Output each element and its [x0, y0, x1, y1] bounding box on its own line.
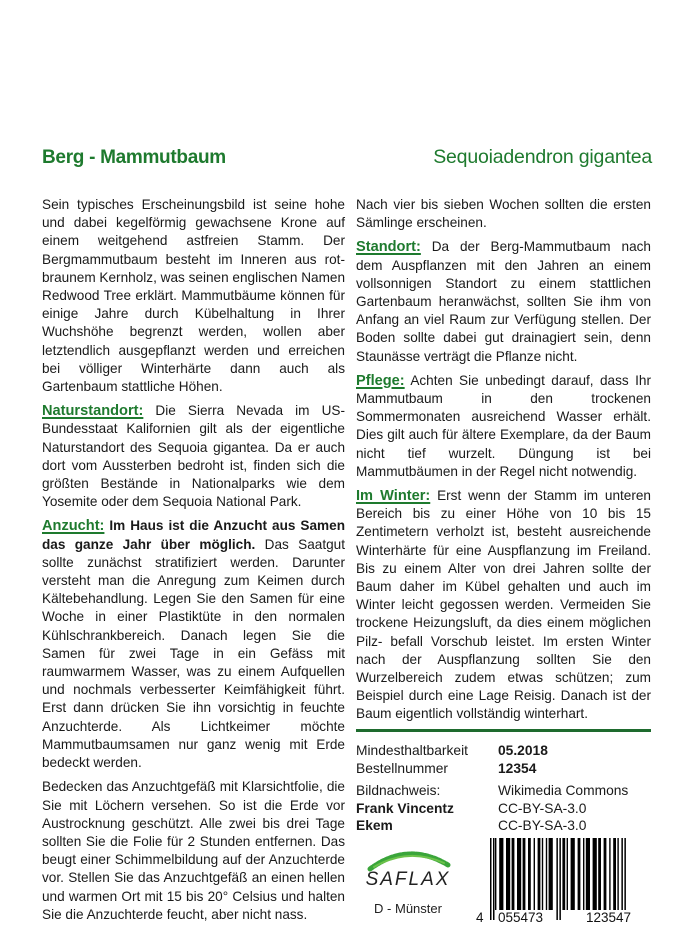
naturstandort-text: Die Sierra Nevada im US-Bundesstaat Kalifornien gilt als der eigentliche Naturstandort des Sequoia gigantea. Da er auch dort vom Aussterben bedroht ist, finden sich die größten Bestände in Nationalparks wie dem Yosemite oder dem Sequoia National Park. — [42, 403, 345, 510]
credit-row — [356, 800, 656, 818]
bedecken-paragraph: Bedecken das Anzuchtgefäß mit Klarsichtfolie, die Sie mit Löchern versehen. So ist die Erde vor Austrocknung geschützt. Alle zwei bis drei Tage sollten Sie die Folie für 2 Stunden entfernen. Das beugt einer Schimmelbildung auf der Anzuchterde vor. Stellen Sie das Anzuchtgefäß an einen hellen und warmen Ort mit 15 bis 20° Celsius und halten Sie die Anzuchterde feucht, aber nicht nass. — [42, 779, 345, 922]
winter-section — [356, 487, 651, 724]
best-before-row — [356, 742, 656, 760]
barcode-bar — [538, 838, 541, 910]
barcode-guard-bar — [556, 838, 558, 920]
barcode-bar — [567, 838, 568, 910]
keimung-paragraph: Nach vier bis sieben Wochen sollten die ersten Sämlinge erscheinen. — [356, 197, 651, 231]
credits-row — [356, 782, 656, 800]
barcode-bar — [499, 838, 503, 910]
order-number-value: 12354 — [498, 760, 537, 776]
barcode-guard-bar — [621, 838, 623, 920]
pflege-section — [356, 372, 651, 481]
winter-text: Erst wenn der Stamm im unteren Bereich bis zu einer Höhe von 10 bis 15 Zentimetern verholzt ist, besteht ausreichende Winterhärte für eine Auspflanzung im Freiland. Bis zu einem Alter von drei Jahren sollte der Baum daher im Kübel gehalten und auch im Winter leicht gegossen werden. Vermeiden Sie trockene Heizungsluft, da dies einem möglichen Pilz- befall Vorschub leistet. Im ersten Winter nach der Auspflanzung sollten Sie den Wurzelbereich zudem etwas schützen; zum Beispiel durch eine Lage Reisig. Danach ist der Baum eigentlich vollständig winterhart. — [356, 488, 651, 722]
barcode-guard-bar — [490, 838, 492, 920]
left-column — [42, 196, 345, 930]
barcode-guard-bar — [493, 838, 495, 920]
anzucht-section — [42, 517, 345, 772]
credit-license: CC-BY-SA-3.0 — [498, 818, 587, 833]
barcode-bar — [593, 838, 597, 910]
best-before-label: Mindesthaltbarkeit — [356, 743, 468, 758]
barcode-bar — [562, 838, 565, 910]
barcode-bar — [517, 838, 521, 910]
title-row — [42, 146, 652, 174]
barcode-bar — [598, 838, 601, 910]
barcode-left-digits: 055473 — [498, 910, 544, 925]
order-number-row — [356, 760, 656, 778]
barcode-bar — [586, 838, 590, 910]
pflege-heading: Pflege: — [356, 372, 405, 389]
barcode-guard-bar — [624, 838, 626, 920]
standort-heading: Standort: — [356, 239, 421, 256]
right-column — [356, 196, 651, 730]
barcode-bars — [476, 838, 658, 920]
standort-section — [356, 238, 651, 365]
anzucht-text: Das Saatgut sollte zunächst stratifiziert werden. Darunter versteht man die Anregung zum Keimen durch Kältebehandlung. Legen Sie den Samen für eine Woche in einer Plastiktüte in den normalen Kühlschrankbereich. Danach legen Sie die Samen für zwei Tage in ein Gefäss mit raumwarmem Wasser, was zu einem Aufquellen und nochmals verbesserter Keimfähigkeit führt. Erst dann drücken Sie ihn vorsichtig in feuchte Anzuchterde. Als Lichtkeimer möchte Mammutbaumsamen nur ganz wenig mit Erde bedeckt werden. — [42, 536, 345, 771]
winter-heading: Im Winter: — [356, 488, 431, 505]
credit-license: CC-BY-SA-3.0 — [498, 800, 587, 816]
logo-text: SAFLAX — [365, 869, 451, 890]
barcode-bar — [546, 838, 547, 910]
common-name-title: Berg - Mammutbaum — [42, 147, 226, 168]
section-divider — [356, 729, 651, 732]
barcode-right-digits: 123547 — [586, 910, 632, 925]
barcode-bar — [613, 838, 616, 910]
barcode-bar — [506, 838, 510, 910]
barcode-bar — [583, 838, 584, 910]
naturstandort-section — [42, 402, 345, 511]
barcode-bar — [542, 838, 543, 910]
anzucht-bold-text: Im Haus ist die Anzucht aus Samen das ganze Jahr über möglich. — [42, 518, 345, 552]
barcode-bar — [604, 838, 607, 910]
barcode-bar — [609, 838, 610, 910]
anzucht-heading: Anzucht: — [42, 518, 105, 535]
barcode-bar — [534, 838, 535, 910]
standort-text: Da der Berg-Mammutbaum nach dem Auspflanzen mit den Jahren an einem vollsonnigen Standort zu einem stattlichen Gartenbaum heranwächst, sollten Sie ihm von Anfang an viel Raum zur Verfügung stellen. Der Boden sollte dabei gut drainagiert sein, denn Staunässe verträgt die Pflanze nicht. — [356, 239, 651, 364]
barcode-bar — [495, 838, 496, 910]
brand-city: D - Münster — [374, 901, 442, 916]
barcode-bar — [617, 838, 618, 910]
credit-author: Ekem — [356, 818, 393, 833]
barcode-bar — [571, 838, 575, 910]
saflax-logo — [360, 845, 456, 925]
credits-label: Bildnachweis: — [356, 783, 441, 798]
product-info — [356, 742, 656, 835]
naturstandort-heading: Naturstandort: — [42, 403, 144, 420]
order-number-label: Bestellnummer — [356, 760, 449, 776]
best-before-value: 05.2018 — [498, 743, 548, 758]
latin-name-title: Sequoiadendron gigantea — [433, 146, 652, 168]
ean-barcode — [476, 838, 658, 930]
pflege-text: Achten Sie unbedingt darauf, dass Ihr Mammutbaum in den trockenen Sommermonaten ausreichend Wasser erhält. Dies gilt auch für ältere Exemplare, da der Baum nicht tief wurzelt. Düngung ist bei Mammutbäumen in der Regel nicht notwendig. — [356, 372, 651, 479]
credit-author: Frank Vincentz — [356, 800, 454, 816]
barcode-bar — [549, 838, 553, 910]
intro-paragraph: Sein typisches Erscheinungsbild ist seine hohe und dabei kegelförmig gewachsene Krone auf einem weitgehend astfreien Stamm. Der Bergmammutbaum besteht im Inneren aus rot-braunem Kernholz, was seinen englischen Namen Redwood Tree erklärt. Mammutbäume können für einige Jahre durch Kübelhaltung in Ihrer Wuchshöhe begrenzt werden, wollen aber letztendlich ausgepflanzt werden und erreichen bei völliger Winterhärte dann auch als Gartenbaum stattliche Höhen. — [42, 197, 346, 395]
credit-row — [356, 817, 656, 835]
barcode-lead-digit: 4 — [476, 910, 484, 925]
barcode-bar — [578, 838, 581, 910]
barcode-guard-bar — [559, 838, 561, 920]
barcode-bar — [512, 838, 515, 910]
credits-source: Wikimedia Commons — [498, 783, 629, 798]
barcode-bar — [523, 838, 526, 910]
barcode-bar — [528, 838, 531, 910]
